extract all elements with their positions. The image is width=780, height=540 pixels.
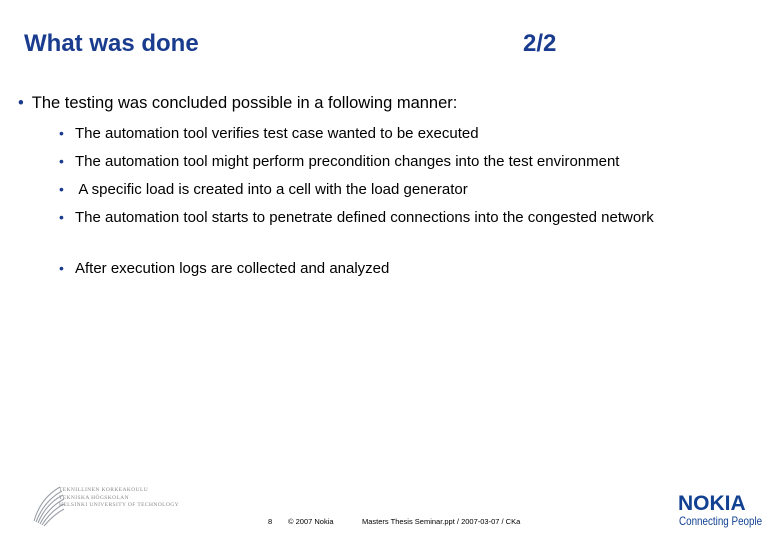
slide-footer [0, 476, 780, 540]
bullet-dot: • [59, 181, 64, 197]
sub-bullet [59, 151, 749, 172]
bullet-dot: • [18, 94, 24, 112]
university-name [59, 487, 199, 510]
main-bullet [18, 94, 457, 113]
nokia-logo: NOKIA [678, 492, 746, 515]
bullet-dot: • [59, 125, 64, 141]
sub-bullet-text: After execution logs are collected and analyzed [75, 260, 390, 277]
copyright-text: © 2007 Nokia [288, 517, 334, 526]
university-name-line: HELSINKI UNIVERSITY OF TECHNOLOGY [59, 502, 179, 508]
sub-bullet [59, 258, 749, 279]
page-number: 8 [268, 517, 273, 526]
slide-title: What was done [24, 30, 199, 57]
nokia-tagline: Connecting People [679, 514, 763, 528]
file-info-text: Masters Thesis Seminar.ppt / 2007-03-07 / CKa [362, 517, 521, 526]
main-bullet-text: The testing was concluded possible in a following manner: [31, 94, 458, 112]
sub-bullet [59, 179, 749, 200]
university-name-line: TEKNILLINEN KORKEAKOULU [59, 487, 149, 493]
sub-bullet [59, 207, 739, 228]
bullet-dot: • [59, 209, 64, 225]
sub-bullet-text: A specific load is created into a cell with the load generator [75, 181, 468, 198]
sub-bullet-text: The automation tool verifies test case wanted to be executed [75, 125, 479, 142]
sub-bullet-text: The automation tool might perform precondition changes into the test environment [75, 153, 620, 170]
university-name-line: TEKNISKA HÖGSKOLAN [59, 494, 129, 501]
bullet-dot: • [59, 260, 64, 276]
sub-bullet [59, 123, 749, 144]
bullet-dot: • [59, 153, 64, 169]
slide-page-label: 2/2 [523, 30, 557, 57]
sub-bullet-text: The automation tool starts to penetrate defined connections into the congested network [75, 209, 654, 226]
